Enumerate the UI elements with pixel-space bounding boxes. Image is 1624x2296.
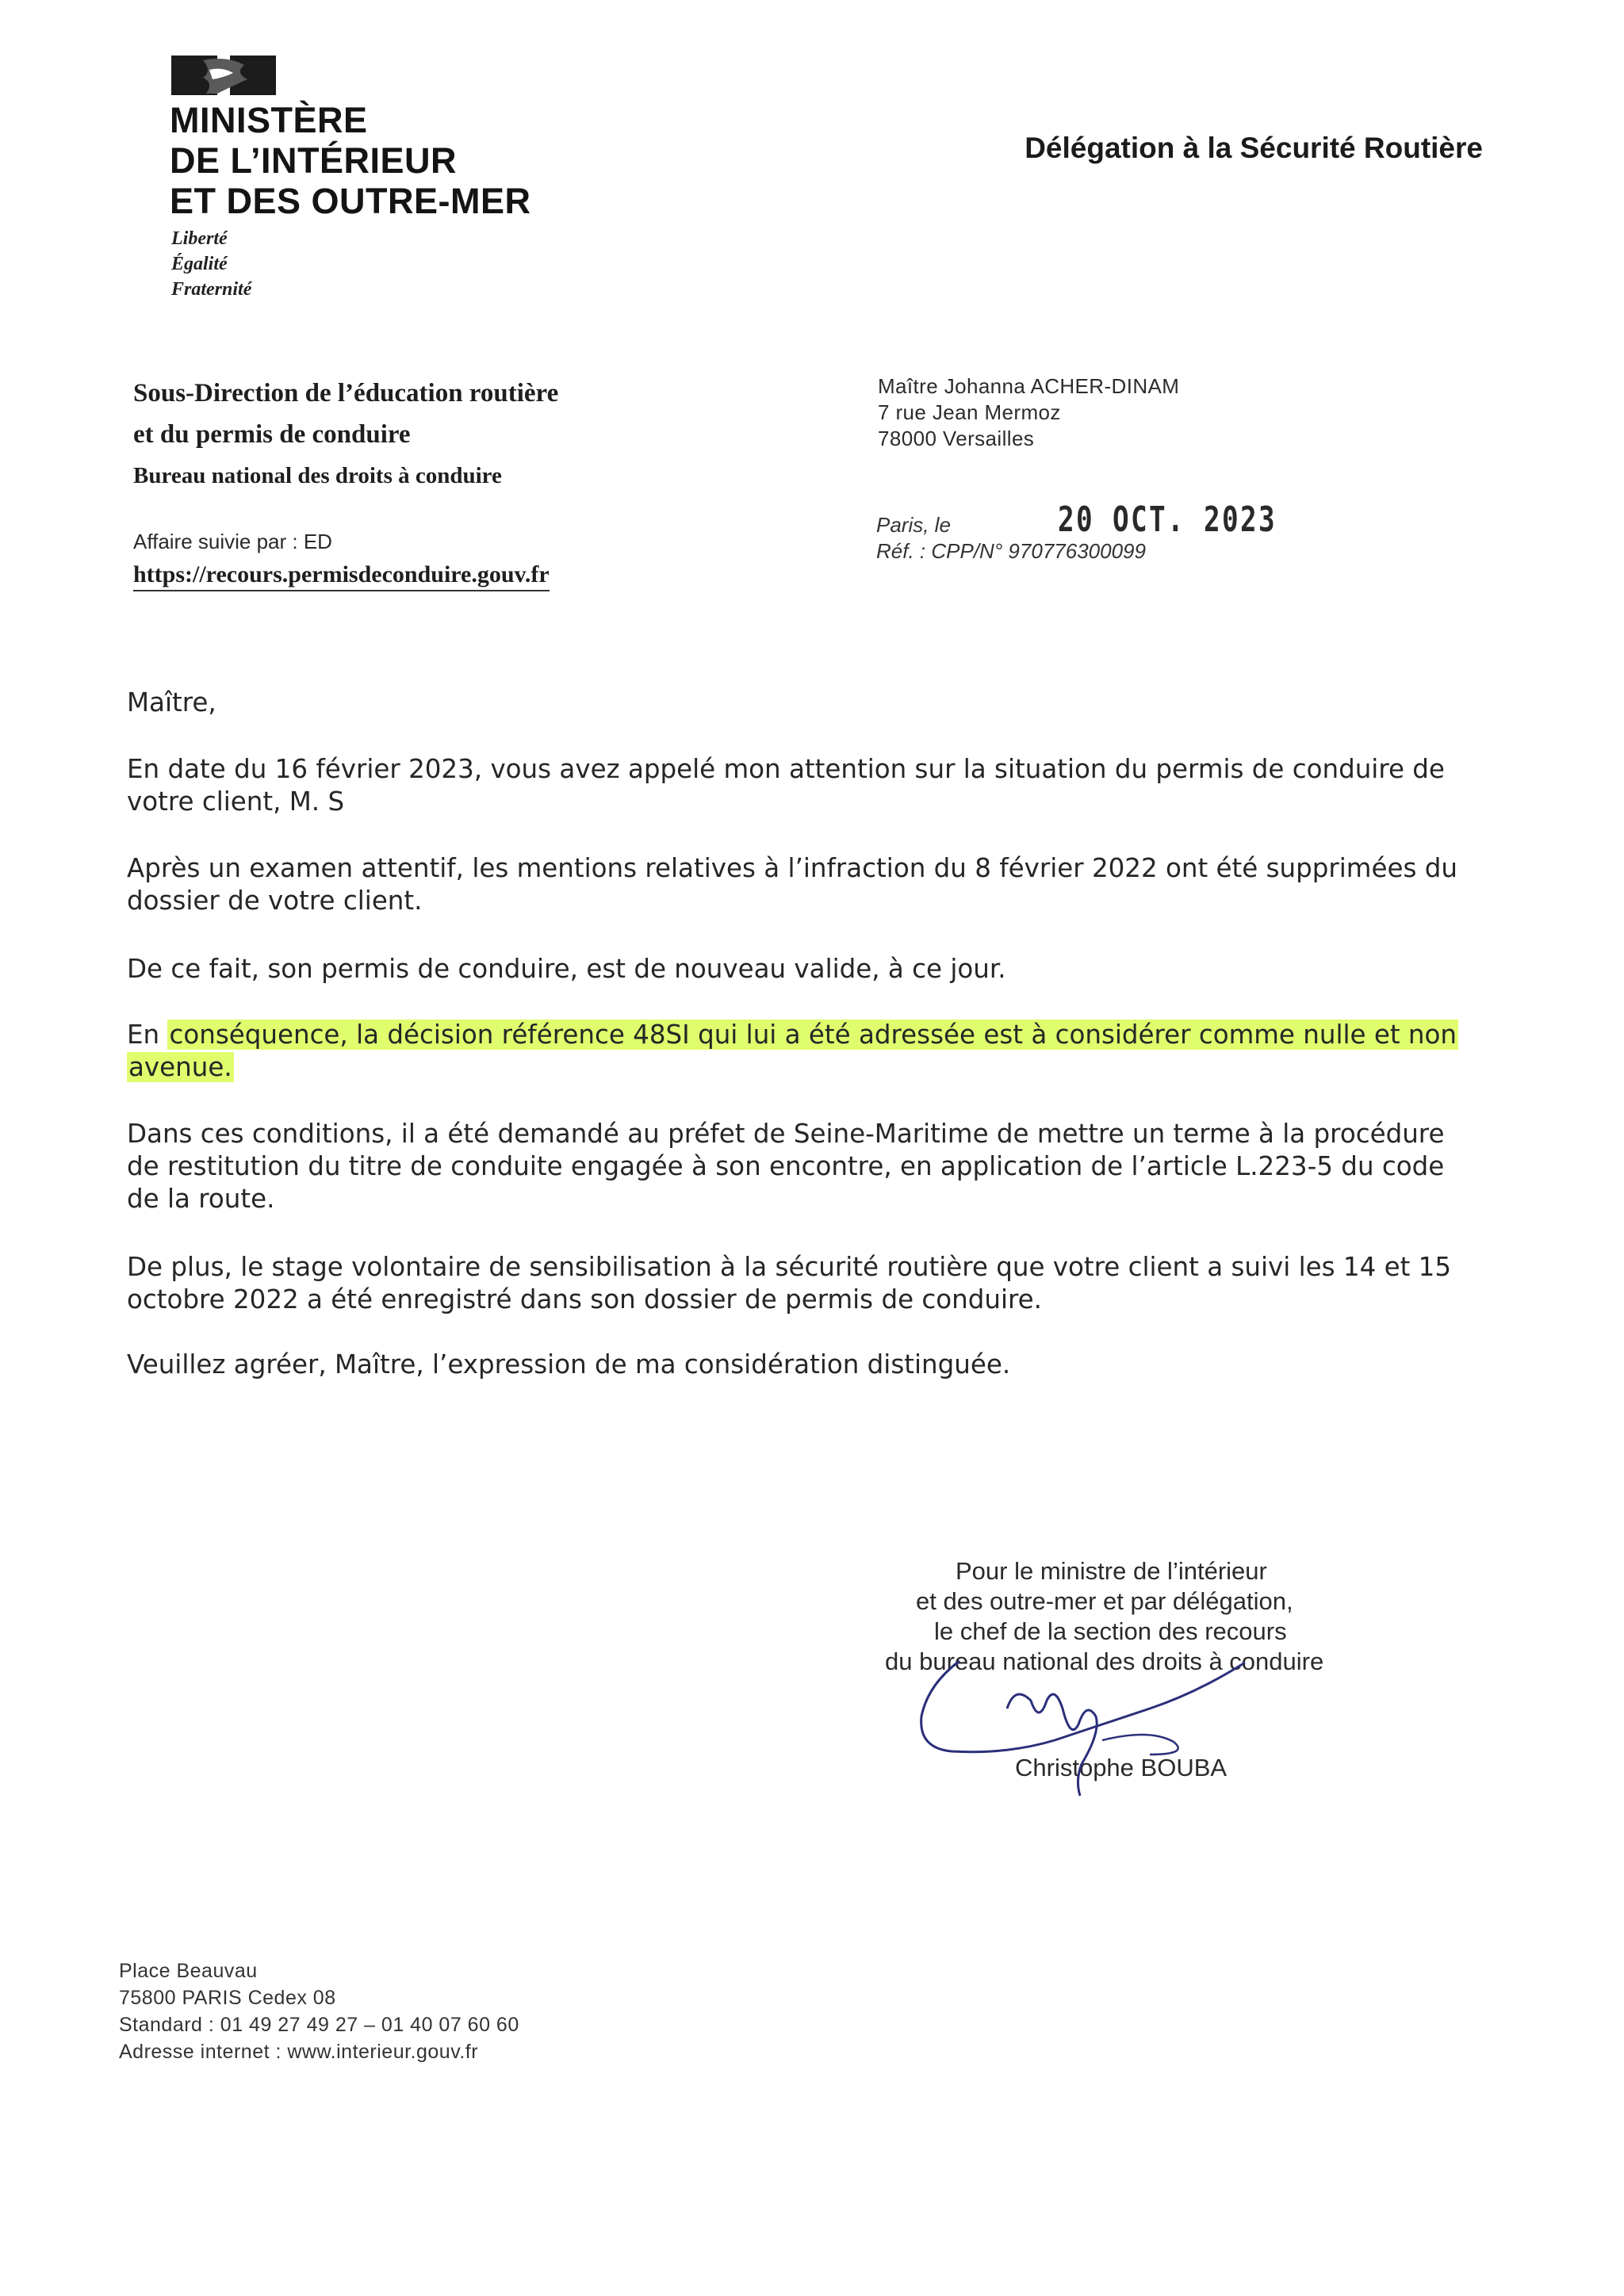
case-followed-by: Affaire suivie par : ED	[133, 530, 332, 553]
sub-direction-name: Sous-Direction de l’éducation routière	[133, 379, 559, 408]
bureau-name: Bureau national des droits à conduire	[133, 463, 502, 488]
delegation-title: Délégation à la Sécurité Routière	[1025, 132, 1483, 164]
recours-url-link[interactable]: https://recours.permisdeconduire.gouv.fr	[133, 561, 550, 591]
motto-egalite: Égalité	[171, 254, 228, 274]
paragraph-3: De ce fait, son permis de conduire, est de nouveau valide, à ce jour.	[127, 954, 1006, 984]
signer-name: Christophe BOUBA	[1015, 1754, 1228, 1781]
signature-line-1: Pour le ministre de l’intérieur	[956, 1557, 1267, 1585]
motto-liberte: Liberté	[171, 228, 228, 249]
paragraph-4-start: En	[127, 1020, 168, 1050]
place-date-label: Paris, le	[876, 513, 951, 537]
paragraph-2: Après un examen attentif, les mentions relatives à l’infraction du 8 février 2022 ont été supprimées du dossier de votre client.	[127, 853, 1457, 916]
ministry-name	[170, 100, 614, 221]
closing-formula: Veuillez agréer, Maître, l’expression de ma considération distinguée.	[127, 1349, 1011, 1380]
sub-direction-name-cont: et du permis de conduire	[133, 420, 411, 449]
motto-fraternite: Fraternité	[171, 279, 252, 300]
signature-line-3: le chef de la section des recours	[934, 1617, 1287, 1645]
handwritten-signature	[912, 1653, 1277, 1812]
paragraph-5: Dans ces conditions, il a été demandé au préfet de Seine-Maritime de mettre un terme à la procédure de restitution du titre de conduite engagée à son encontre, en application de l’article L.223-5 du code de la route.	[127, 1119, 1445, 1214]
ministry-line-2: DE L’INTÉRIEUR	[170, 140, 458, 181]
recipient-street: 7 rue Jean Mermoz	[878, 400, 1061, 424]
paragraph-6: De plus, le stage volontaire de sensibilisation à la sécurité routière que votre client a suivi les 14 et 15 octobre 2022 a été enregistré dans son dossier de permis de conduire.	[127, 1252, 1452, 1314]
footer-address-line-1: Place Beauvau	[119, 1960, 258, 1982]
footer-website: Adresse internet : www.interieur.gouv.fr	[119, 2041, 479, 2063]
paragraph-1: En date du 16 février 2023, vous avez appelé mon attention sur la situation du permis de conduire de votre client, M. S	[127, 754, 1445, 817]
date-stamp: 20 OCT. 2023	[1058, 499, 1277, 540]
signature-line-4: du bureau national des droits à conduire	[885, 1647, 1324, 1675]
paragraph-4	[127, 1019, 1483, 1084]
footer-phone: Standard : 01 49 27 49 27 – 01 40 07 60 60	[119, 2014, 519, 2036]
reference-number: Réf. : CPP/N° 970776300099	[876, 539, 1146, 563]
footer-address-line-2: 75800 PARIS Cedex 08	[119, 1987, 336, 2009]
salutation: Maître,	[127, 687, 216, 718]
marianne-logo	[171, 55, 276, 95]
signature-line-2: et des outre-mer et par délégation,	[916, 1587, 1293, 1615]
republic-motto	[171, 226, 409, 302]
ministry-line-1: MINISTÈRE	[170, 100, 368, 140]
recipient-city: 78000 Versailles	[878, 427, 1035, 450]
ministry-line-3: ET DES OUTRE-MER	[170, 181, 531, 221]
highlighted-decision-text: conséquence, la décision référence 48SI qui lui a été adressée est à considérer comme nulle et non avenue.	[128, 1020, 1457, 1082]
recipient-name: Maître Johanna ACHER-DINAM	[878, 374, 1180, 398]
